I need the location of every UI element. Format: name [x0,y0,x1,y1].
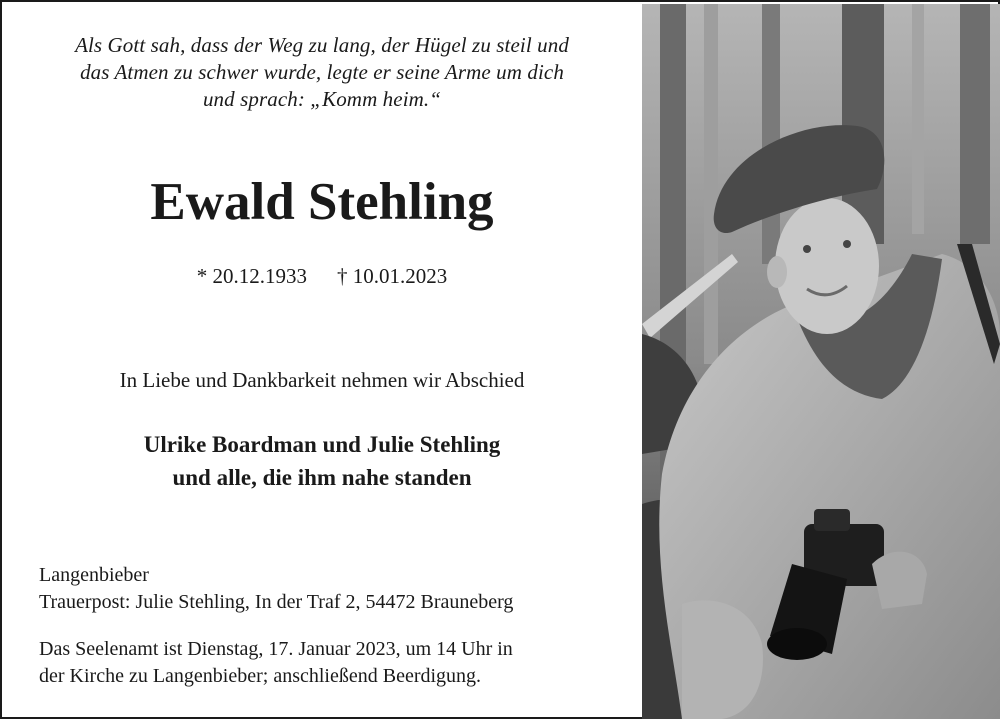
place-name: Langenbieber [39,564,149,586]
portrait-photo [642,4,1000,719]
service-line: der Kirche zu Langenbieber; anschließend Beerdigung. [39,665,482,687]
text-column [4,4,640,719]
memorial-quote [4,32,640,113]
mourners [4,428,640,494]
birth-date: * 20.12.1933 [196,264,307,288]
death-date: † 10.01.2023 [337,264,448,288]
quote-line: das Atmen zu schwer wurde, legte er seine Arme um dich [80,60,564,84]
farewell-text: In Liebe und Dankbarkeit nehmen wir Abschied [119,368,525,392]
mail-address: Trauerpost: Julie Stehling, In der Traf 2, 54472 Brauneberg [39,591,514,613]
quote-line: Als Gott sah, dass der Weg zu lang, der Hügel zu steil und [75,33,569,57]
mourners-line: und alle, die ihm nahe standen [172,465,472,490]
mourners-line: Ulrike Boardman und Julie Stehling [143,432,501,457]
address-block [39,562,639,616]
life-dates [4,262,640,290]
quote-line: und sprach: „Komm heim.“ [202,87,442,111]
service-line: Das Seelenamt ist Dienstag, 17. Januar 2023, um 14 Uhr in [39,638,513,660]
deceased-name: Ewald Stehling [150,173,494,231]
service-info [39,636,639,690]
